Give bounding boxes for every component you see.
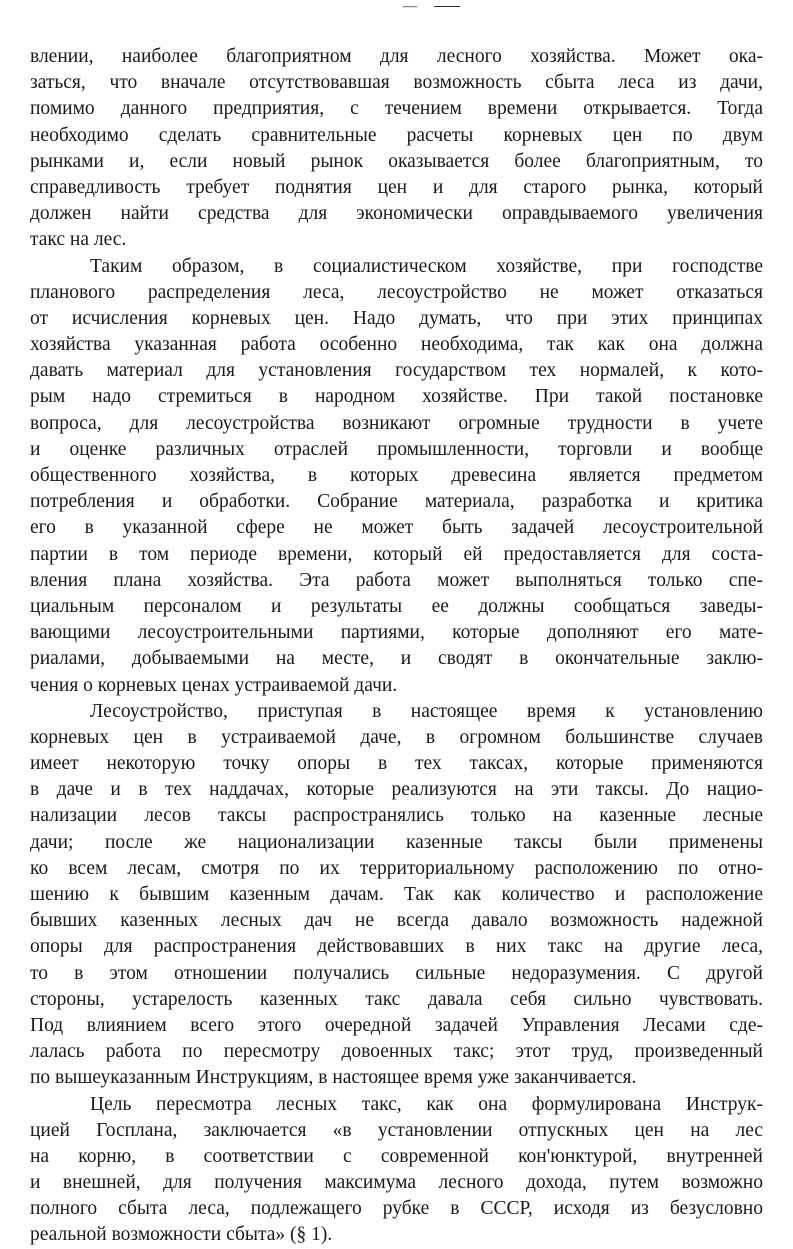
text-line: хозяйства указанная работа особенно необходима, так как она должна [30,334,763,356]
text-line: риалами, добываемыми на месте, и сводят в окончательные заклю- [30,648,763,670]
text-line: корневых цен в устраиваемой даче, в огромном большинстве случаев [30,726,763,748]
text-line: давать материал для установления государством тех нормалей, к кото- [30,360,763,382]
text-line: циальным персоналом и результаты ее должны сообщаться заведы- [30,595,763,617]
text-line: заться, что вначале отсутствовавшая возможность сбыта леса из дачи, [30,72,763,94]
text-line: рым надо стремиться в народном хозяйстве. При такой постановке [30,386,763,408]
text-line: стороны, устарелость казенных такс давала себя сильно чувствовать. [30,988,763,1010]
text-line: то в этом отношении получались сильные недоразумения. С другой [30,962,763,984]
paragraph [30,44,763,254]
text-line: лалась работа по пересмотру довоенных такс; этот труд, произведенный [30,1041,763,1063]
text-line: по вышеуказанным Инструкциям, в настоящее время уже заканчивается. [30,1067,637,1089]
text-line: Таким образом, в социалистическом хозяйстве, при господстве [90,255,763,277]
paragraph [30,1092,763,1249]
text-line: потребления и обработки. Собрание материала, разработка и критика [30,491,763,513]
text-line: рынками и, если новый рынок оказывается более благоприятным, то [30,150,763,172]
text-line: вающими лесоустроительными партиями, которые дополняют его мате- [30,622,763,644]
text-line: нализации лесов таксы распространялись только на казенные лесные [30,805,763,827]
text-line: чения о корневых ценах устраиваемой дачи. [30,674,398,696]
text-line: имеет некоторую точку опоры в тех таксах, которые применяются [30,753,763,775]
text-line: шению к бывшим казенным дачам. Так как количество и расположение [30,884,763,905]
text-line: и оценке различных отраслей промышленности, торговли и вообще [30,438,763,460]
text-line: необходимо сделать сравнительные расчеты корневых цен по двум [30,124,763,146]
text-line: общественного хозяйства, в которых древесина является предметом [30,465,763,486]
text-line: вления плана хозяйства. Эта работа может выполняться только спе- [30,569,763,591]
text-line: влении, наиболее благоприятном для лесного хозяйства. Может ока- [30,46,763,67]
text-line: должен найти средства для экономически оправдываемого увеличения [30,203,763,225]
text-line: помимо данного предприятия, с течением времени открывается. Тогда [30,98,763,120]
text-line: дачи; после же национализации казенные таксы были применены [30,831,763,853]
text-line: от исчисления корневых цен. Надо думать, что при этих принципах [30,307,763,329]
text-line: цией Госплана, заключается «в установлении отпускных цен на лес [30,1119,763,1141]
text-line: Лесоустройство, приступая в настоящее время к установлению [90,700,763,722]
body-text [30,44,763,1249]
page-number: — [360,0,460,14]
text-line: Под влиянием всего этого очередной задачей Управления Лесами сде- [30,1014,763,1036]
text-line: планового распределения леса, лесоустройство не может отказаться [30,281,763,303]
text-line: партии в том периоде времени, который ей предоставляется для соста- [30,543,763,565]
text-line: на корню, в соответствии с современной кон'юнктурой, внутренней [30,1145,763,1167]
text-line: ко всем лесам, смотря по их территориальному расположению по отно- [30,857,763,879]
text-line: реальной возможности сбыта» (§ 1). [30,1224,333,1246]
text-line: справедливость требует поднятия цен и для старого рынка, который [30,176,763,198]
text-line: в даче и в тех наддачах, которые реализуются на эти таксы. До нацио- [30,779,763,801]
text-line: его в указанной сфере не может быть задачей лесоустроительной [30,517,763,539]
text-line: такс на лес. [30,229,127,251]
text-line: вопроса, для лесоустройства возникают огромные трудности в учете [30,412,763,434]
text-line: опоры для распространения действовавших в них такс на другие леса, [30,936,763,958]
text-line: полного сбыта леса, подлежащего рубке в СССР, исходя из безусловно [30,1198,763,1220]
text-line: бывших казенных лесных дач не всегда давало возможность надежной [30,910,763,932]
text-line: Цель пересмотра лесных такс, как она формулирована Инструк- [90,1093,763,1115]
text-line: и внешней, для получения максимума лесного дохода, путем возможно [30,1172,763,1194]
paragraph [30,699,763,1092]
paragraph [30,254,763,699]
